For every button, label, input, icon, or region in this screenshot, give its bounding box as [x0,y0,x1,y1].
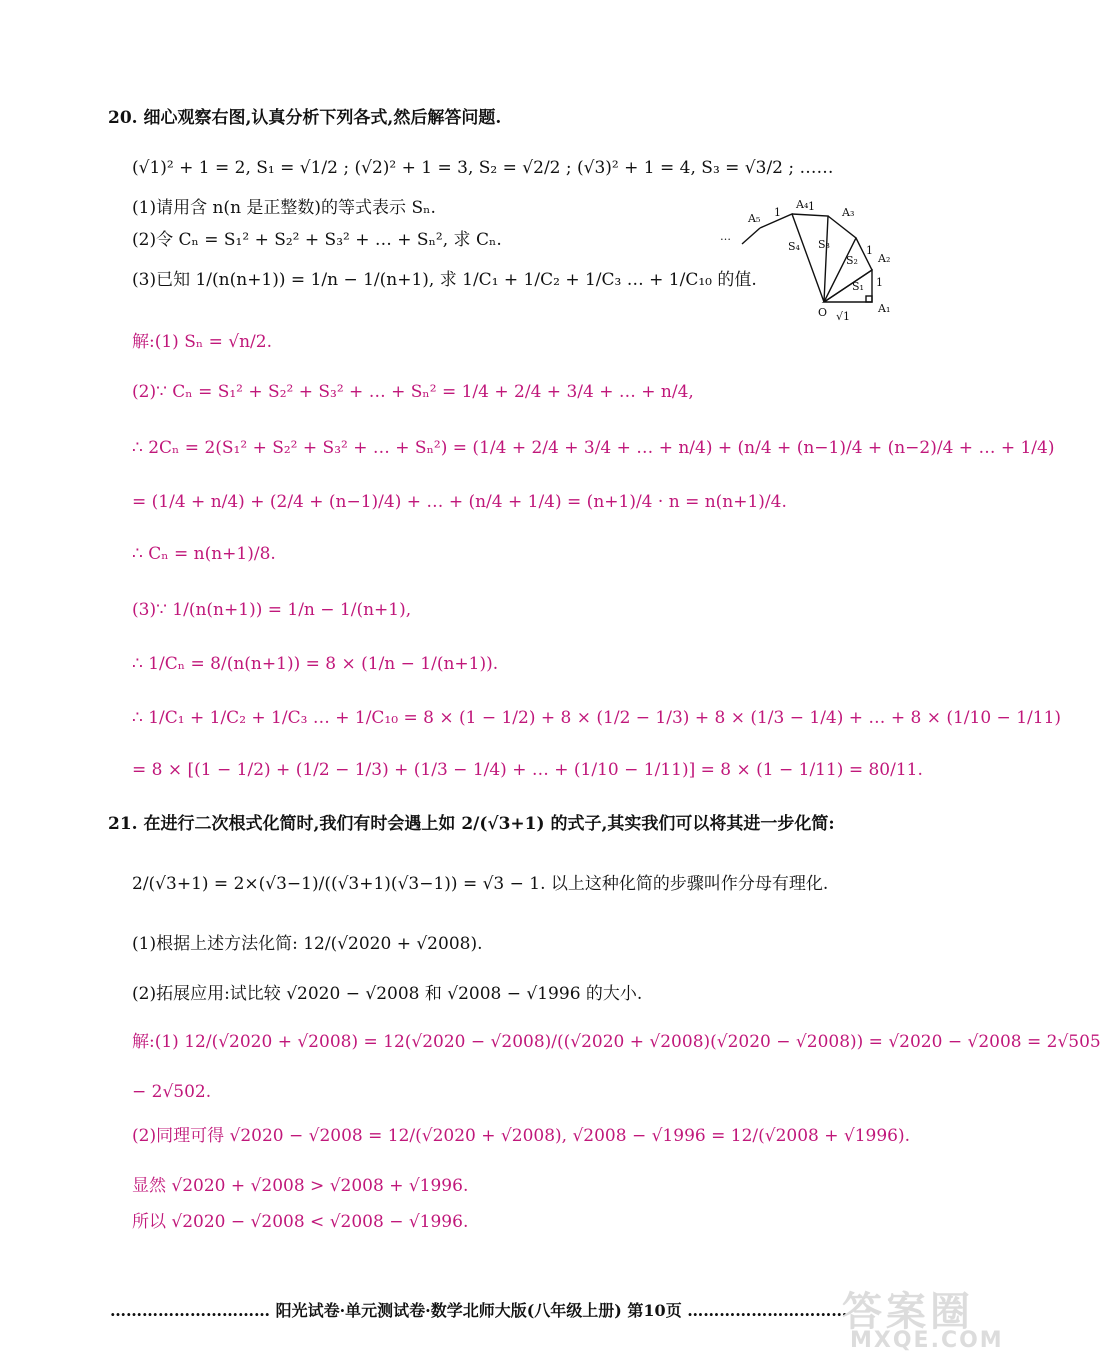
q21-part1: (1)根据上述方法化简: 12/(√2020 + √2008). [132,934,483,954]
q21-example: 2/(√3+1) = 2×(√3−1)/((√3+1)(√3−1)) = √3 − 1. 以上这种化简的步骤叫作分母有理化. [132,874,829,894]
label-a3: A₃ [842,206,855,219]
label-s2: S₂ [846,254,858,267]
q20-sol-1: 解:(1) Sₙ = √n/2. [132,332,272,352]
q21-sol-1: 解:(1) 12/(√2020 + √2008) = 12(√2020 − √2008)/((√2020 + √2008)(√2020 − √2008)) = √2020 − √2008 = 2√505 [132,1032,1101,1052]
label-ellipsis: … [720,230,731,243]
q20-sol-7: ∴ 1/Cₙ = 8/(n(n+1)) = 8 × (1/n − 1/(n+1)). [132,654,499,674]
q21-sol-2: − 2√502. [132,1082,212,1102]
q20-part3: (3)已知 1/(n(n+1)) = 1/n − 1/(n+1), 求 1/C₁ + 1/C₂ + 1/C₃ … + 1/C₁₀ 的值. [132,270,757,290]
label-a2: A₂ [878,252,891,265]
q20-sol-2: (2)∵ Cₙ = S₁² + S₂² + S₃² + … + Sₙ² = 1/4 + 2/4 + 3/4 + … + n/4, [132,382,694,402]
spiral-figure [720,188,908,338]
q20-sol-9: = 8 × [(1 − 1/2) + (1/2 − 1/3) + (1/3 − 1/4) + … + (1/10 − 1/11)] = 8 × (1 − 1/11) = 80/11. [132,760,923,780]
label-a4: A₄ [796,198,809,211]
label-sqrt1: √1 [836,310,851,323]
label-s1: S₁ [852,280,864,293]
label-a5: A₅ [748,212,761,225]
q20-sol-8: ∴ 1/C₁ + 1/C₂ + 1/C₃ … + 1/C₁₀ = 8 × (1 − 1/2) + 8 × (1/2 − 1/3) + 8 × (1/3 − 1/4) + … + 8 × (1/10 − 1/11) [132,708,1062,728]
q20-sol-5: ∴ Cₙ = n(n+1)/8. [132,544,276,564]
q21-stem: 21. 在进行二次根式化简时,我们有时会遇上如 2/(√3+1) 的式子,其实我们可以将其进一步化简: [108,814,835,834]
label-s4: S₄ [788,240,800,253]
label-side-1c: 1 [866,244,873,257]
label-a1: A₁ [878,302,891,315]
label-s3: S₃ [818,238,830,251]
q21-part2: (2)拓展应用:试比较 √2020 − √2008 和 √2008 − √1996 的大小. [132,984,643,1004]
q20-stem: 20. 细心观察右图,认真分析下列各式,然后解答问题. [108,108,502,128]
q20-sol-3: ∴ 2Cₙ = 2(S₁² + S₂² + S₃² + … + Sₙ²) = (1/4 + 2/4 + 3/4 + … + n/4) + (n/4 + (n−1)/4 + (n−2)/4 + … + 1/4) [132,438,1055,458]
page-footer: ………………………… 阳光试卷·单元测试卷·数学北师大版(八年级上册) 第10页 ………………………… [110,1301,848,1320]
q20-formula: (√1)² + 1 = 2, S₁ = √1/2 ; (√2)² + 1 = 3, S₂ = √2/2 ; (√3)² + 1 = 4, S₃ = √3/2 ; …… [132,158,834,178]
label-side-1d: 1 [876,276,883,289]
q21-sol-3: (2)同理可得 √2020 − √2008 = 12/(√2020 + √2008), √2008 − √1996 = 12/(√2008 + √1996). [132,1126,911,1146]
q20-part1: (1)请用含 n(n 是正整数)的等式表示 Sₙ. [132,198,436,218]
label-side-1b: 1 [808,200,815,213]
watermark-logo [822,1280,1004,1360]
q21-sol-4: 显然 √2020 + √2008 > √2008 + √1996. [132,1176,469,1196]
watermark-text: 答案圈 [842,1289,974,1335]
q20-sol-6: (3)∵ 1/(n(n+1)) = 1/n − 1/(n+1), [132,600,412,620]
q20-sol-4: = (1/4 + n/4) + (2/4 + (n−1)/4) + … + (n/4 + 1/4) = (n+1)/4 · n = n(n+1)/4. [132,492,787,512]
label-side-1a: 1 [774,206,781,219]
label-o: O [818,306,828,319]
q21-sol-5: 所以 √2020 − √2008 < √2008 − √1996. [132,1212,469,1232]
q20-part2: (2)令 Cₙ = S₁² + S₂² + S₃² + … + Sₙ², 求 Cₙ. [132,230,502,250]
watermark-url: MXQE.COM [850,1328,1004,1353]
